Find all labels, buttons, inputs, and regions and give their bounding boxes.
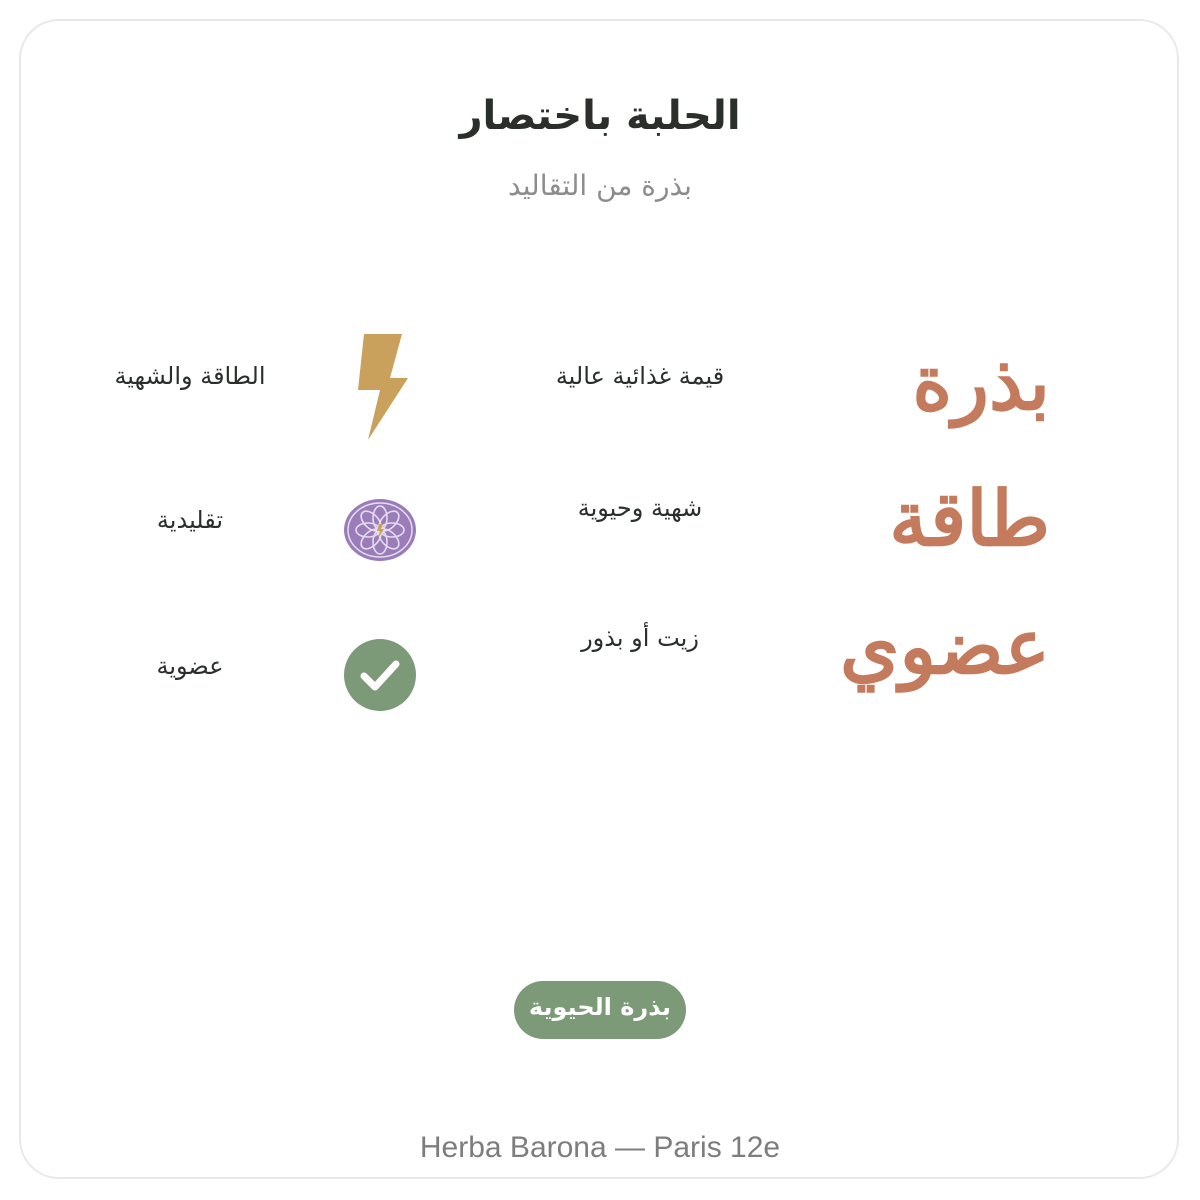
row-description: شهية وحيوية bbox=[577, 494, 703, 522]
footer-text: Herba Barona — Paris 12e bbox=[419, 1131, 781, 1164]
big-word-seed: بذرة bbox=[912, 338, 1050, 427]
row-label: عضوية bbox=[156, 652, 224, 680]
page-subtitle: بذرة من التقاليد bbox=[508, 169, 692, 202]
rosette-pattern-icon bbox=[340, 476, 422, 584]
row-description: زيت أو بذور bbox=[581, 624, 699, 652]
big-word-organic: عضوي bbox=[839, 602, 1050, 691]
row-label: تقليدية bbox=[156, 506, 224, 534]
check-circle-icon bbox=[340, 620, 422, 728]
row-label: الطاقة والشهية bbox=[114, 362, 266, 390]
vitality-badge: بذرة الحيوية bbox=[514, 981, 686, 1039]
big-word-energy: طاقة bbox=[889, 474, 1050, 563]
row-description: قيمة غذائية عالية bbox=[555, 362, 725, 390]
page-title: الحلبة باختصار bbox=[459, 93, 741, 139]
lightning-bolt-icon bbox=[340, 332, 422, 440]
